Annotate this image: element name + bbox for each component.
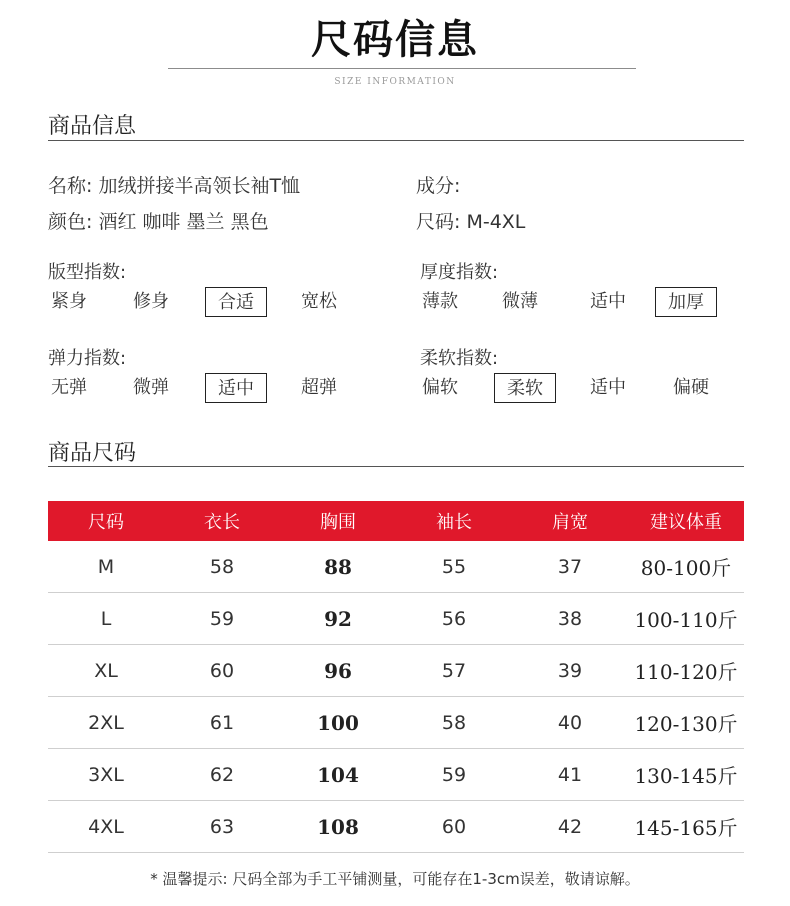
name-value: 加绒拼接半高领长袖T恤 [98, 175, 301, 197]
cell-size: XL [48, 645, 164, 697]
size-table-header [48, 501, 744, 541]
cell-length: 63 [164, 801, 280, 853]
header-weight: 建议体重 [628, 501, 744, 541]
header-chest: 胸围 [280, 501, 396, 541]
cell-sleeve: 57 [396, 645, 512, 697]
table-row [48, 749, 744, 801]
color-value: 酒红 咖啡 墨兰 黑色 [98, 211, 269, 233]
table-row [48, 593, 744, 645]
cell-size: M [48, 541, 164, 593]
table-row [48, 645, 744, 697]
cell-chest: 100 [280, 697, 396, 749]
elasticity-index-label: 弹力指数: [48, 348, 127, 369]
cell-size: 4XL [48, 801, 164, 853]
thickness-option: 薄款 [422, 291, 458, 312]
cell-weight: 100-110斤 [628, 593, 744, 645]
cell-size: L [48, 593, 164, 645]
elasticity-option-selected: 适中 [205, 373, 267, 403]
header-shoulder: 肩宽 [512, 501, 628, 541]
elasticity-option: 超弹 [301, 377, 337, 398]
size-range-row [416, 207, 525, 234]
cell-sleeve: 58 [396, 697, 512, 749]
product-info-title: 商品信息 [48, 114, 137, 139]
fit-option: 修身 [133, 291, 169, 312]
name-label: 名称: [48, 175, 93, 197]
softness-option-selected: 柔软 [494, 373, 556, 403]
page-subtitle: SIZE INFORMATION [334, 77, 456, 87]
header-size: 尺码 [48, 501, 164, 541]
table-row [48, 541, 744, 593]
measurement-note: * 温馨提示: 尺码全部为手工平铺测量，可能存在1-3cm误差，敬请谅解。 [150, 870, 640, 888]
product-info-divider [48, 140, 744, 141]
fit-option: 紧身 [51, 291, 87, 312]
color-row [48, 207, 269, 234]
softness-option: 偏硬 [673, 377, 709, 398]
cell-length: 60 [164, 645, 280, 697]
cell-shoulder: 38 [512, 593, 628, 645]
fit-option: 宽松 [301, 291, 337, 312]
cell-sleeve: 55 [396, 541, 512, 593]
thickness-option-selected: 加厚 [655, 287, 717, 317]
cell-shoulder: 37 [512, 541, 628, 593]
cell-chest: 88 [280, 541, 396, 593]
thickness-option: 适中 [590, 291, 626, 312]
color-label: 颜色: [48, 211, 93, 233]
fit-index-label: 版型指数: [48, 262, 127, 283]
size-table [48, 501, 744, 853]
table-row [48, 697, 744, 749]
size-range-value: M-4XL [466, 211, 526, 233]
size-chart-title: 商品尺码 [48, 441, 137, 466]
softness-index-label: 柔软指数: [420, 348, 499, 369]
cell-chest: 96 [280, 645, 396, 697]
header-length: 衣长 [164, 501, 280, 541]
elasticity-option: 无弹 [51, 377, 87, 398]
cell-weight: 130-145斤 [628, 749, 744, 801]
cell-length: 59 [164, 593, 280, 645]
cell-weight: 80-100斤 [628, 541, 744, 593]
softness-option: 偏软 [422, 377, 458, 398]
page-title: 尺码信息 [311, 17, 479, 63]
cell-shoulder: 41 [512, 749, 628, 801]
cell-weight: 110-120斤 [628, 645, 744, 697]
title-divider [168, 68, 636, 69]
cell-length: 62 [164, 749, 280, 801]
size-chart-divider [48, 466, 744, 467]
cell-length: 61 [164, 697, 280, 749]
size-range-label: 尺码: [416, 211, 461, 233]
material-row [416, 171, 460, 198]
softness-option: 适中 [590, 377, 626, 398]
cell-length: 58 [164, 541, 280, 593]
table-row [48, 801, 744, 853]
fit-option-selected: 合适 [205, 287, 267, 317]
cell-weight: 120-130斤 [628, 697, 744, 749]
cell-chest: 104 [280, 749, 396, 801]
name-row [48, 171, 300, 198]
thickness-option: 微薄 [502, 291, 538, 312]
cell-sleeve: 56 [396, 593, 512, 645]
header-sleeve: 袖长 [396, 501, 512, 541]
cell-chest: 108 [280, 801, 396, 853]
material-label: 成分: [416, 175, 461, 197]
cell-shoulder: 39 [512, 645, 628, 697]
cell-chest: 92 [280, 593, 396, 645]
cell-shoulder: 40 [512, 697, 628, 749]
cell-weight: 145-165斤 [628, 801, 744, 853]
cell-sleeve: 60 [396, 801, 512, 853]
cell-shoulder: 42 [512, 801, 628, 853]
cell-sleeve: 59 [396, 749, 512, 801]
cell-size: 2XL [48, 697, 164, 749]
thickness-index-label: 厚度指数: [420, 262, 499, 283]
cell-size: 3XL [48, 749, 164, 801]
elasticity-option: 微弹 [133, 377, 169, 398]
